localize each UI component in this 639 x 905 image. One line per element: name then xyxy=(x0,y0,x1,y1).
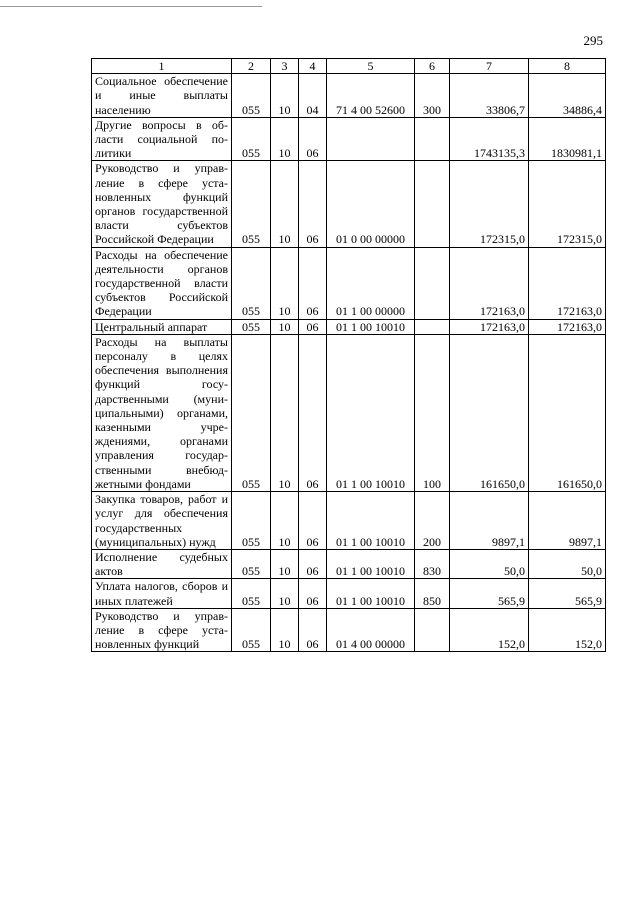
cell-col4: 06 xyxy=(299,319,327,334)
row-name: Расходы на обеспечение деятельности органов государственной власти субъектов Российской Федерации xyxy=(92,247,232,319)
cell-col7: 172163,0 xyxy=(450,319,529,334)
cell-col3: 10 xyxy=(271,549,299,578)
cell-col2: 055 xyxy=(232,161,271,247)
cell-col4: 06 xyxy=(299,549,327,578)
cell-col5: 01 1 00 10010 xyxy=(327,319,415,334)
cell-col8: 1830981,1 xyxy=(529,117,606,161)
table-row xyxy=(92,579,606,608)
cell-col5: 01 4 00 00000 xyxy=(327,608,415,652)
page-number: 295 xyxy=(583,33,603,48)
budget-table xyxy=(91,58,606,652)
cell-col3: 10 xyxy=(271,492,299,550)
cell-col8: 152,0 xyxy=(529,608,606,652)
cell-col3: 10 xyxy=(271,334,299,491)
cell-col6: 300 xyxy=(415,74,450,118)
cell-col8: 161650,0 xyxy=(529,334,606,491)
table-row xyxy=(92,334,606,491)
cell-col8: 565,9 xyxy=(529,579,606,608)
cell-col4: 04 xyxy=(299,74,327,118)
cell-col5: 01 1 00 10010 xyxy=(327,334,415,491)
cell-col4: 06 xyxy=(299,247,327,319)
cell-col7: 172163,0 xyxy=(450,247,529,319)
cell-col4: 06 xyxy=(299,334,327,491)
header-row xyxy=(92,59,606,74)
cell-col7: 152,0 xyxy=(450,608,529,652)
cell-col6: 850 xyxy=(415,579,450,608)
column-header-3: 3 xyxy=(271,59,299,74)
table-row xyxy=(92,608,606,652)
cell-col6 xyxy=(415,247,450,319)
cell-col2: 055 xyxy=(232,247,271,319)
cell-col6 xyxy=(415,608,450,652)
cell-col5: 01 1 00 10010 xyxy=(327,492,415,550)
column-header-4: 4 xyxy=(299,59,327,74)
cell-col2: 055 xyxy=(232,579,271,608)
cell-col5: 01 1 00 10010 xyxy=(327,549,415,578)
table-row xyxy=(92,74,606,118)
cell-col7: 9897,1 xyxy=(450,492,529,550)
cell-col7: 565,9 xyxy=(450,579,529,608)
cell-col6 xyxy=(415,319,450,334)
cell-col7: 1743135,3 xyxy=(450,117,529,161)
cell-col5: 01 1 00 00000 xyxy=(327,247,415,319)
cell-col2: 055 xyxy=(232,334,271,491)
cell-col2: 055 xyxy=(232,492,271,550)
cell-col3: 10 xyxy=(271,74,299,118)
cell-col7: 33806,7 xyxy=(450,74,529,118)
cell-col4: 06 xyxy=(299,492,327,550)
cell-col7: 161650,0 xyxy=(450,334,529,491)
cell-col2: 055 xyxy=(232,74,271,118)
cell-col6: 200 xyxy=(415,492,450,550)
row-name: Социальное обеспечение и иные выплаты населению xyxy=(92,74,232,118)
column-header-5: 5 xyxy=(327,59,415,74)
cell-col4: 06 xyxy=(299,161,327,247)
table-row xyxy=(92,492,606,550)
cell-col2: 055 xyxy=(232,117,271,161)
cell-col2: 055 xyxy=(232,549,271,578)
cell-col3: 10 xyxy=(271,608,299,652)
cell-col5 xyxy=(327,117,415,161)
row-name: Исполнение судебных актов xyxy=(92,549,232,578)
cell-col3: 10 xyxy=(271,319,299,334)
row-name: Руководство и управление в сфере установленных функций xyxy=(92,608,232,652)
column-header-1: 1 xyxy=(92,59,232,74)
cell-col3: 10 xyxy=(271,247,299,319)
row-name: Закупка товаров, работ и услуг для обеспечения государственных (муниципальных) нужд xyxy=(92,492,232,550)
cell-col2: 055 xyxy=(232,608,271,652)
cell-col6: 100 xyxy=(415,334,450,491)
cell-col8: 50,0 xyxy=(529,549,606,578)
cell-col7: 172315,0 xyxy=(450,161,529,247)
row-name: Уплата налогов, сборов и иных платежей xyxy=(92,579,232,608)
table-row xyxy=(92,319,606,334)
cell-col4: 06 xyxy=(299,579,327,608)
cell-col5: 01 0 00 00000 xyxy=(327,161,415,247)
row-name: Другие вопросы в области социальной политики xyxy=(92,117,232,161)
cell-col6: 830 xyxy=(415,549,450,578)
cell-col8: 172315,0 xyxy=(529,161,606,247)
row-name: Руководство и управление в сфере установленных функций органов государственной власти субъектов Российской Федерации xyxy=(92,161,232,247)
cell-col5: 01 1 00 10010 xyxy=(327,579,415,608)
cell-col8: 9897,1 xyxy=(529,492,606,550)
cell-col3: 10 xyxy=(271,579,299,608)
column-header-8: 8 xyxy=(529,59,606,74)
cell-col3: 10 xyxy=(271,161,299,247)
cell-col2: 055 xyxy=(232,319,271,334)
cell-col8: 172163,0 xyxy=(529,247,606,319)
top-rule xyxy=(0,6,262,7)
cell-col6 xyxy=(415,117,450,161)
cell-col8: 34886,4 xyxy=(529,74,606,118)
row-name: Расходы на выплаты персоналу в целях обеспечения выполнения функций государственными (муниципальными) органами, казенными учреждениями, органами управления государственными внебюджетными фондами xyxy=(92,334,232,491)
column-header-6: 6 xyxy=(415,59,450,74)
column-header-7: 7 xyxy=(450,59,529,74)
cell-col7: 50,0 xyxy=(450,549,529,578)
table-row xyxy=(92,161,606,247)
column-header-2: 2 xyxy=(232,59,271,74)
row-name: Центральный аппарат xyxy=(92,319,232,334)
table-row xyxy=(92,117,606,161)
cell-col3: 10 xyxy=(271,117,299,161)
cell-col8: 172163,0 xyxy=(529,319,606,334)
table-row xyxy=(92,549,606,578)
table-row xyxy=(92,247,606,319)
cell-col6 xyxy=(415,161,450,247)
cell-col4: 06 xyxy=(299,608,327,652)
cell-col5: 71 4 00 52600 xyxy=(327,74,415,118)
cell-col4: 06 xyxy=(299,117,327,161)
